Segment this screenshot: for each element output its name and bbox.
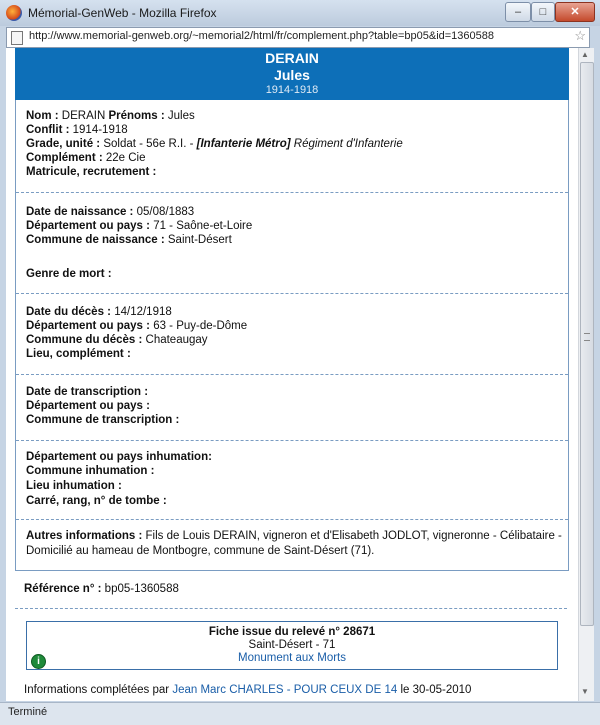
other-info-line: Autres informations : Fils de Louis DERAIN, vigneron et d'Elisabeth JODLOT, vigneronne - Célibataire - [26,530,562,542]
window-title: Mémorial-GenWeb - Mozilla Firefox [28,6,217,20]
url-text[interactable]: http://www.memorial-genweb.org/~memorial2/html/fr/complement.php?table=bp05&id=1360588 [29,30,495,42]
scroll-thumb[interactable] [580,62,594,626]
divider [16,293,568,294]
divider [16,192,568,193]
transcription-dept-line: Département ou pays : [26,400,150,412]
close-button[interactable]: ✕ [555,2,595,22]
status-text: Terminé [8,706,48,718]
header-period: 1914-1918 [265,84,319,96]
divider [16,374,568,375]
record-card [15,100,569,571]
death-commune-line: Commune du décès : Chateaugay [26,334,208,346]
monument-link[interactable]: Monument aux Morts [237,652,346,664]
nom-line: Nom : DERAIN Prénoms : Jules [26,110,195,122]
header-name: DERAIN [265,50,319,66]
death-lieu-line: Lieu, complément : [26,348,131,360]
status-bar [0,702,600,725]
birth-commune-line: Commune de naissance : Saint-Désert [26,234,232,246]
divider [15,608,567,609]
matricule-line: Matricule, recrutement : [26,166,157,178]
soldier-header [15,48,569,100]
transcription-commune-line: Commune de transcription : [26,414,180,426]
page-icon [11,31,23,45]
completion-footer: Informations complétées par Jean Marc CHARLES - POUR CEUX DE 14 le 30-05-2010 [24,684,472,696]
info-icon[interactable]: i [31,654,46,669]
reference-line: Référence n° : bp05-1360588 [24,583,179,595]
divider [16,519,568,520]
scroll-up-icon[interactable]: ▲ [581,50,589,59]
transcription-date-line: Date de transcription : [26,386,149,398]
firefox-icon [6,5,22,21]
scroll-down-icon[interactable]: ▼ [581,687,589,696]
death-date-line: Date du décès : 14/12/1918 [26,306,172,318]
divider [16,440,568,441]
title-bar [0,0,600,26]
birth-date-line: Date de naissance : 05/08/1883 [26,206,195,218]
bookmark-star-icon[interactable]: ☆ [574,28,586,43]
burial-lieu-line: Lieu inhumation : [26,480,122,492]
birth-dept-line: Département ou pays : 71 - Saône-et-Loire [26,220,253,232]
source-box [26,621,558,670]
burial-carre-line: Carré, rang, n° de tombe : [26,495,167,507]
vertical-scrollbar[interactable] [578,48,594,701]
author-link[interactable]: Jean Marc CHARLES - POUR CEUX DE 14 [172,684,398,696]
header-firstname: Jules [274,67,310,83]
minimize-button[interactable]: – [505,2,531,22]
url-bar[interactable] [6,27,590,48]
page-content [6,48,578,701]
other-info-line-2: Domicilié au hameau de Montbogre, commune de Saint-Désert (71). [26,545,375,557]
death-dept-line: Département ou pays : 63 - Puy-de-Dôme [26,320,248,332]
grade-line: Grade, unité : Soldat - 56e R.I. - [Infanterie Métro] Régiment d'Infanterie [26,138,403,150]
burial-commune-line: Commune inhumation : [26,465,155,477]
burial-dept-line: Département ou pays inhumation: [26,451,212,463]
conflit-line: Conflit : 1914-1918 [26,124,128,136]
maximize-button[interactable]: □ [531,2,555,22]
source-location: Saint-Désert - 71 [248,639,336,651]
genre-mort-line: Genre de mort : [26,268,112,280]
source-title: Fiche issue du relevé n° 28671 [208,626,376,638]
complement-line: Complément : 22e Cie [26,152,146,164]
